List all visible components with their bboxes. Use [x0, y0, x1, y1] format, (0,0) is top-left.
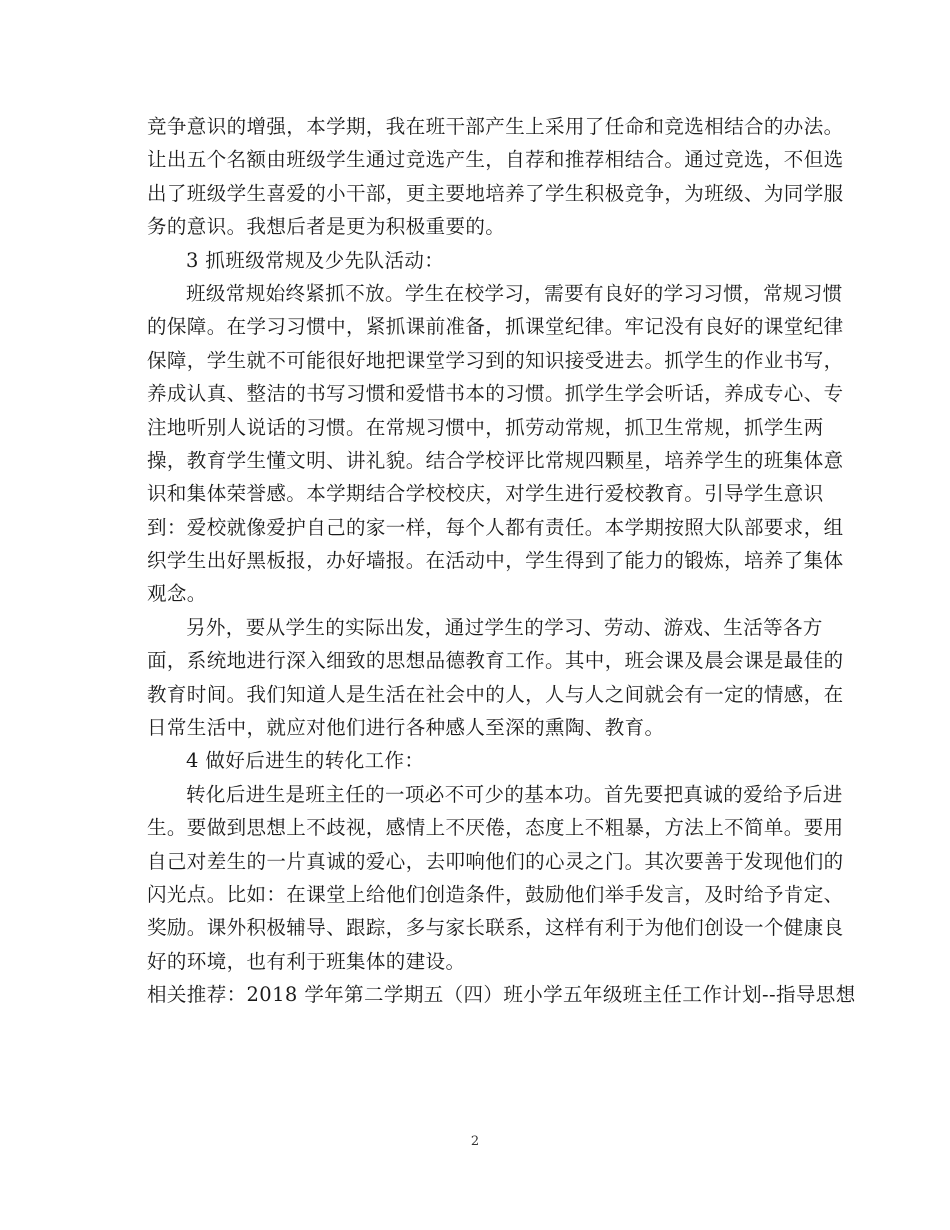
text-line: 出了班级学生喜爱的小干部，更主要地培养了学生积极竞争，为班级、为同学服: [147, 181, 844, 205]
text-line: 转化后进生是班主任的一项必不可少的基本功。首先要把真诚的爱给予后进: [186, 782, 843, 806]
text-line: 4 做好后进生的转化工作：: [186, 749, 425, 773]
text-line: 让出五个名额由班级学生通过竞选产生，自荐和推荐相结合。通过竞选，不但选: [147, 148, 844, 172]
text-line: 好的环境，也有利于班集体的建设。: [147, 949, 466, 973]
text-line: 务的意识。我想后者是更为积极重要的。: [147, 215, 506, 239]
text-line: 3 抓班级常规及少先队活动：: [186, 248, 445, 272]
text-line: 养成认真、整洁的书写习惯和爱惜书本的习惯。抓学生学会听话，养成专心、专: [147, 382, 844, 406]
text-line: 自己对差生的一片真诚的爱心，去叩响他们的心灵之门。其次要善于发现他们的: [147, 849, 844, 873]
text-line: 识和集体荣誉感。本学期结合学校校庆，对学生进行爱校教育。引导学生意识: [147, 482, 824, 506]
text-line: 相关推荐：2018 学年第二学期五（四）班小学五年级班主任工作计划--指导思想: [147, 983, 856, 1007]
text-line: 到：爱校就像爱护自己的家一样，每个人都有责任。本学期按照大队部要求，组: [147, 515, 844, 539]
text-line: 保障，学生就不可能很好地把课堂学习到的知识接受进去。抓学生的作业书写，: [147, 348, 844, 372]
text-line: 班级常规始终紧抓不放。学生在校学习，需要有良好的学习习惯，常规习惯: [186, 281, 843, 305]
text-line: 织学生出好黑板报，办好墙报。在活动中，学生得到了能力的锻炼，培养了集体: [147, 549, 844, 573]
text-line: 的保障。在学习习惯中，紧抓课前准备，抓课堂纪律。牢记没有良好的课堂纪律: [147, 315, 844, 339]
text-line: 闪光点。比如：在课堂上给他们创造条件，鼓励他们举手发言，及时给予肯定、: [147, 882, 844, 906]
text-line: 生。要做到思想上不歧视，感情上不厌倦，态度上不粗暴，方法上不简单。要用: [147, 816, 844, 840]
text-line: 竞争意识的增强，本学期，我在班干部产生上采用了任命和竞选相结合的办法。: [147, 115, 844, 138]
text-line: 教育时间。我们知道人是生活在社会中的人，人与人之间就会有一定的情感，在: [147, 682, 844, 706]
text-line: 奖励。课外积极辅导、跟踪，多与家长联系，这样有利于为他们创设一个健康良: [147, 916, 844, 940]
text-line: 注地听别人说话的习惯。在常规习惯中，抓劳动常规，抓卫生常规，抓学生两: [147, 415, 824, 439]
page-number: 2: [470, 1134, 480, 1149]
text-line: 操，教育学生懂文明、讲礼貌。结合学校评比常规四颗星，培养学生的班集体意: [147, 448, 844, 472]
text-line: 日常生活中，就应对他们进行各种感人至深的熏陶、教育。: [147, 716, 665, 740]
document-body: [147, 110, 856, 1012]
text-line: 面，系统地进行深入细致的思想品德教育工作。其中，班会课及晨会课是最佳的: [147, 649, 844, 673]
text-line: 另外，要从学生的实际出发，通过学生的学习、劳动、游戏、生活等各方: [186, 615, 823, 639]
text-line: 观念。: [147, 582, 207, 606]
